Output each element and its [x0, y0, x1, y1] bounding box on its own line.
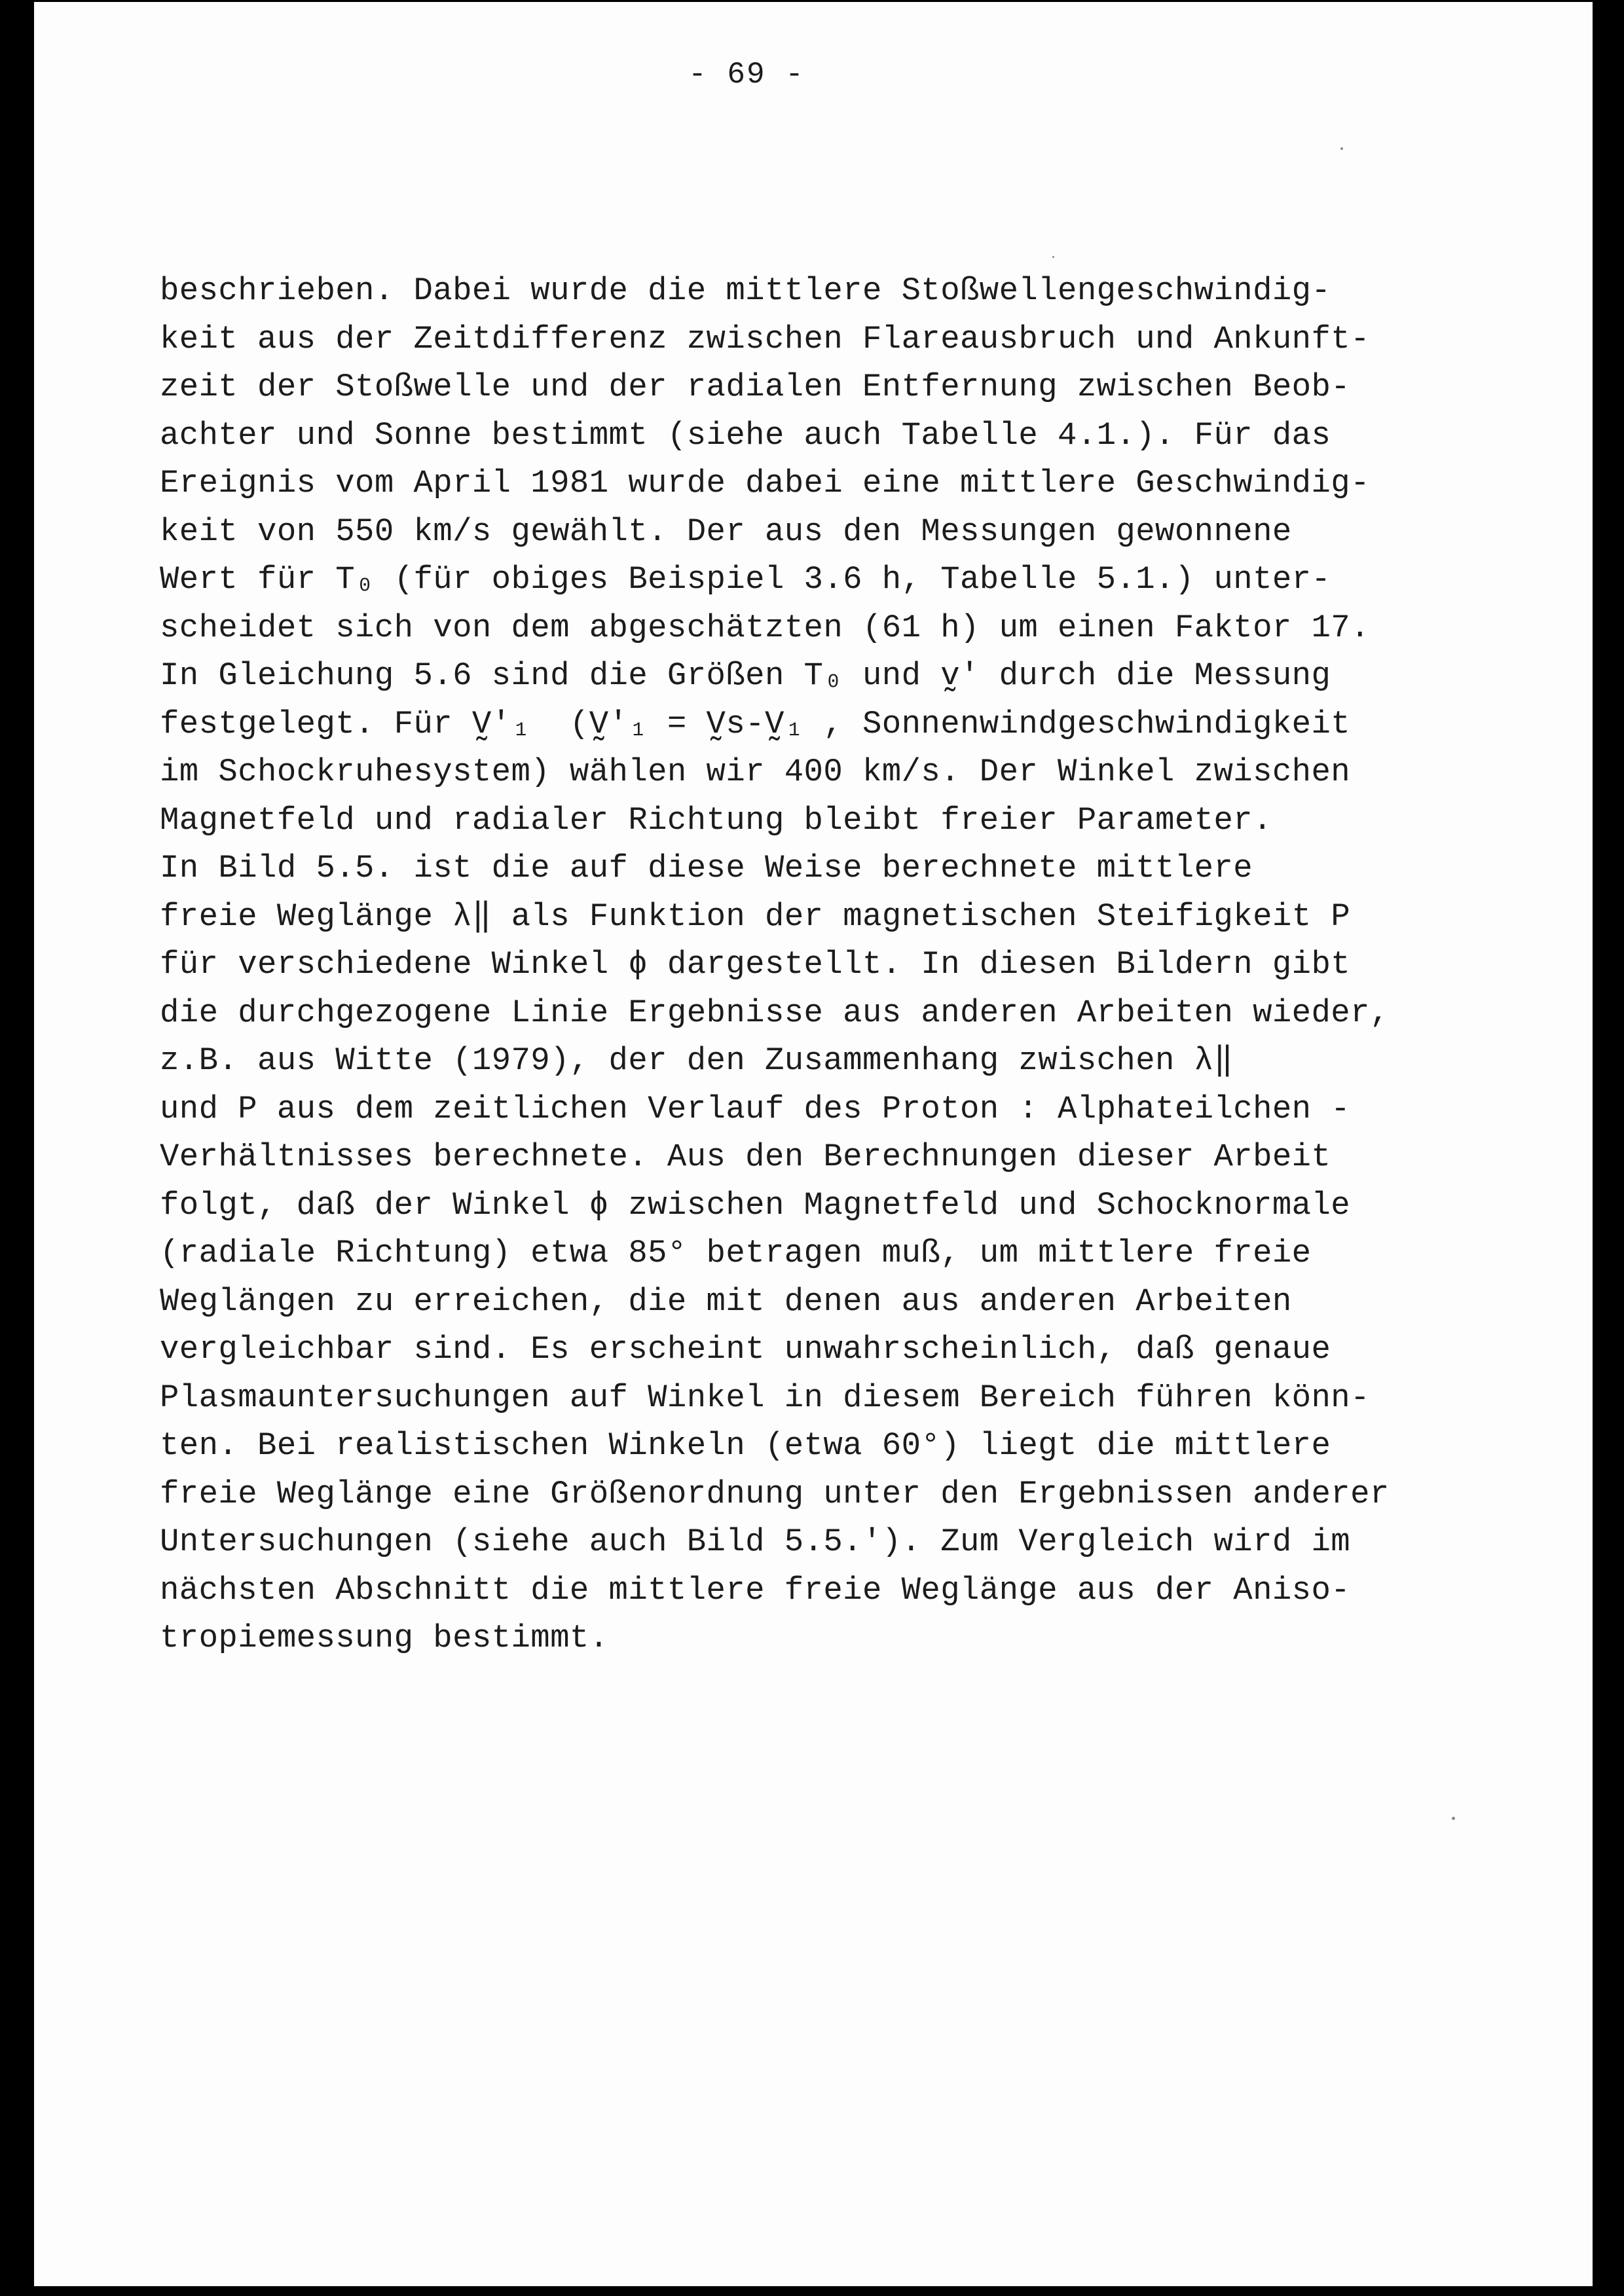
text-line: die durchgezogene Linie Ergebnisse aus anderen Arbeiten wieder,	[160, 994, 1390, 1031]
text-line: Verhältnisses berechnete. Aus den Berechnungen dieser Arbeit	[160, 1139, 1331, 1175]
text-line: beschrieben. Dabei wurde die mittlere Stoßwellengeschwindig-	[160, 272, 1331, 309]
text-line: freie Weglänge λ‖ als Funktion der magnetischen Steifigkeit P	[160, 898, 1351, 935]
text-line: scheidet sich von dem abgeschätzten (61 h) um einen Faktor 17.	[160, 609, 1370, 646]
text-line: nächsten Abschnitt die mittlere freie Weglänge aus der Aniso-	[160, 1571, 1351, 1609]
text-line: Ereignis vom April 1981 wurde dabei eine mittlere Geschwindig-	[160, 465, 1370, 501]
text-line: In Bild 5.5. ist die auf diese Weise berechnete mittlere	[160, 850, 1253, 886]
text-line: festgelegt. Für V̰'₁ (V̰'₁ = V̰s-V̰₁ , Sonnenwindgeschwindigkeit	[160, 705, 1351, 742]
text-line: ten. Bei realistischen Winkeln (etwa 60°) liegt die mittlere	[160, 1427, 1331, 1464]
scan-border-bottom	[0, 2286, 1624, 2296]
text-line: keit aus der Zeitdifferenz zwischen Flareausbruch und Ankunft-	[160, 320, 1370, 357]
text-line: Wert für T₀ (für obiges Beispiel 3.6 h, Tabelle 5.1.) unter-	[160, 561, 1331, 598]
scan-border-right	[1593, 0, 1624, 2296]
text-line: freie Weglänge eine Größenordnung unter den Ergebnissen anderer	[160, 1475, 1390, 1512]
scan-speck	[1052, 256, 1054, 258]
body-text	[160, 267, 1496, 1663]
scan-border-left	[0, 0, 34, 2296]
text-line: z.B. aus Witte (1979), der den Zusammenhang zwischen λ‖	[160, 1042, 1234, 1079]
text-line: zeit der Stoßwelle und der radialen Entfernung zwischen Beob-	[160, 369, 1351, 405]
text-line: keit von 550 km/s gewählt. Der aus den Messungen gewonnene	[160, 513, 1292, 550]
text-line: vergleichbar sind. Es erscheint unwahrscheinlich, daß genaue	[160, 1331, 1331, 1368]
text-line: Untersuchungen (siehe auch Bild 5.5.'). Zum Vergleich wird im	[160, 1523, 1351, 1560]
text-line: Magnetfeld und radialer Richtung bleibt freier Parameter.	[160, 801, 1272, 839]
text-line: und P aus dem zeitlichen Verlauf des Proton : Alphateilchen -	[160, 1090, 1351, 1127]
text-line: im Schockruhesystem) wählen wir 400 km/s. Der Winkel zwischen	[160, 754, 1351, 790]
scan-speck	[1340, 147, 1343, 150]
text-line: Plasmauntersuchungen auf Winkel in diesem Bereich führen könn-	[160, 1379, 1370, 1416]
text-line: tropiemessung bestimmt.	[160, 1620, 609, 1656]
text-line: für verschiedene Winkel ϕ dargestellt. In diesen Bildern gibt	[160, 946, 1351, 983]
text-line: Weglängen zu erreichen, die mit denen aus anderen Arbeiten	[160, 1283, 1292, 1320]
text-line: folgt, daß der Winkel ϕ zwischen Magnetfeld und Schocknormale	[160, 1186, 1351, 1224]
text-line: achter und Sonne bestimmt (siehe auch Tabelle 4.1.). Für das	[160, 416, 1331, 454]
text-line: (radiale Richtung) etwa 85° betragen muß, um mittlere freie	[160, 1235, 1312, 1271]
page-number: - 69 -	[688, 58, 805, 92]
scan-speck	[1452, 1817, 1455, 1820]
text-line: In Gleichung 5.6 sind die Größen T₀ und v̰' durch die Messung	[160, 657, 1331, 694]
